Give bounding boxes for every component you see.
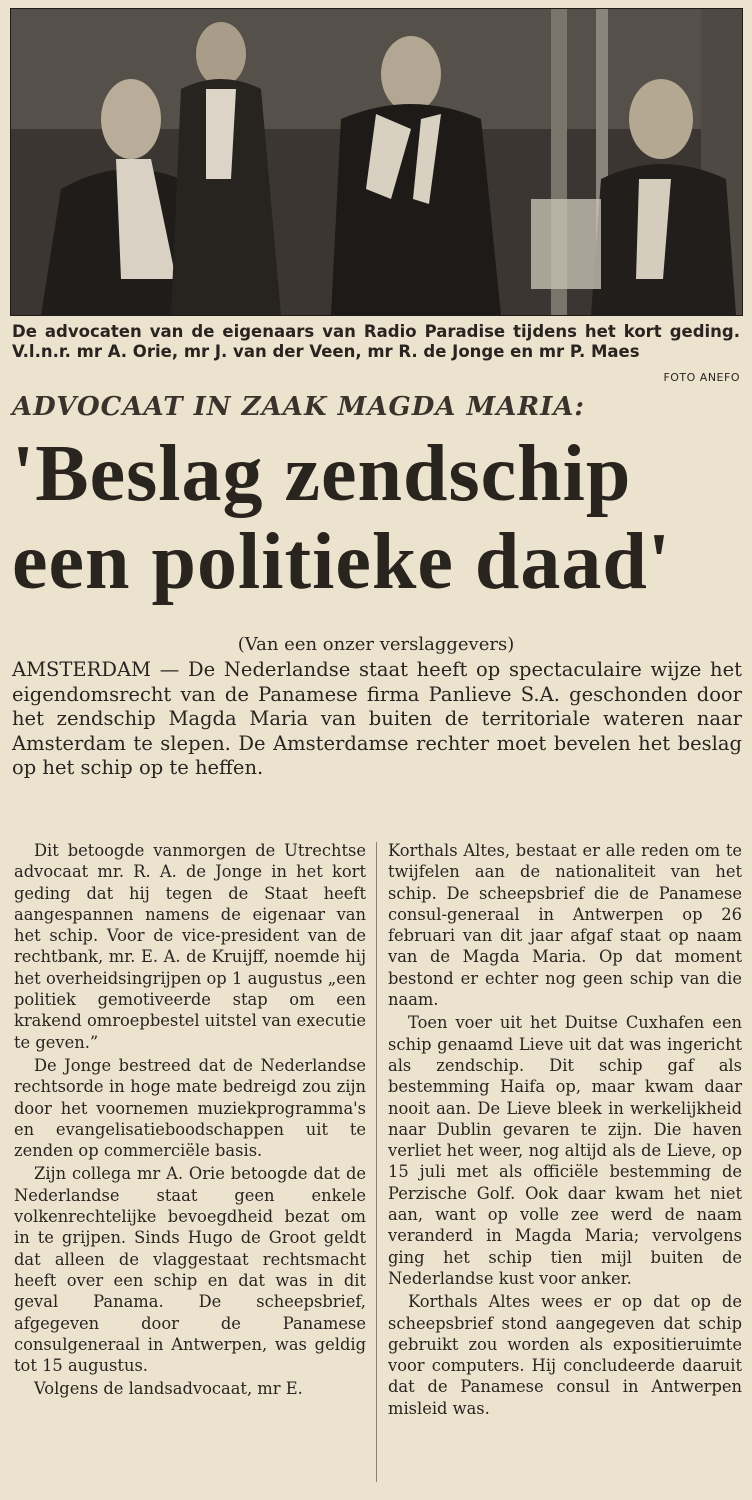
article-kicker: ADVOCAAT IN ZAAK MAGDA MARIA: <box>12 392 586 422</box>
photo-credit: FOTO ANEFO <box>663 371 740 384</box>
headline-line-2: een politieke daad' <box>12 518 672 606</box>
paragraph: Zijn collega mr A. Orie betoogde dat de Nederlandse staat geen enkele volkenrechtelijke bevoegdheid bezat om in te grijpen. Sinds Hugo de Groot geldt dat alleen de vlaggestaat rechtsmacht heeft over een schip en dat was in dit geval Panama. De scheepsbrief, afgegeven door de Panamese consulgeneraal in Antwerpen, was geldig tot 15 augustus. <box>14 1164 366 1376</box>
lawyers-photo-image <box>11 9 742 315</box>
paragraph: Korthals Altes, bestaat er alle reden om te twijfelen aan de nationaliteit van het schip. De scheepsbrief die de Panamese consul-generaal in Antwerpen op 26 februari van dit jaar afgaf staat op naam van de Magda Maria. Op dat moment bestond er echter nog geen schip van die naam. <box>388 841 742 1010</box>
column-divider <box>376 842 377 1482</box>
article-headline <box>12 430 740 606</box>
article-byline: (Van een onzer verslaggevers) <box>237 634 515 655</box>
article-column-left <box>14 840 366 1402</box>
photo-caption: De advocaten van de eigenaars van Radio Paradise tijdens het kort geding. V.l.n.r. mr A. Orie, mr J. van der Veen, mr R. de Jonge en mr P. Maes <box>12 322 740 361</box>
paragraph: Korthals Altes wees er op dat op de scheepsbrief stond aangegeven dat schip gebruikt zou worden als expositieruimte voor computers. Hij concludeerde daaruit dat de Panamese consul in Antwerpen misleid was. <box>388 1292 742 1418</box>
article-lead: AMSTERDAM — De Nederlandse staat heeft op spectaculaire wijze het eigendomsrecht van de Panamese firma Panlieve S.A. geschonden door het zendschip Magda Maria van buiten de territoriale wateren naar Amsterdam te slepen. De Amsterdamse rechter moet bevelen het beslag op het schip op te heffen. <box>12 658 742 779</box>
paragraph: Dit betoogde vanmorgen de Utrechtse advocaat mr. R. A. de Jonge in het kort geding dat hij tegen de Staat heeft aangespannen namens de eigenaar van het schip. Voor de vice-president van de rechtbank, mr. E. A. de Kruijff, noemde hij het overheidsingrijpen op 1 augustus „een politiek gemotiveerde stap om een krakend omroepbestel uitstel van executie te geven.” <box>14 841 366 1052</box>
news-photo <box>10 8 743 316</box>
paragraph: Toen voer uit het Duitse Cuxhafen een schip genaamd Lieve uit dat was ingericht als zendschip. Dit schip gaf als bestemming Haifa op, maar kwam daar nooit aan. De Lieve bleek in werkelijkheid naar Dublin gevaren te zijn. Die haven verliet het weer, nog altijd als de Lieve, op 15 juli met als officiële bestemming de Perzische Golf. Ook daar kwam het niet aan, want op volle zee werd de naam veranderd in Magda Maria; vervolgens ging het schip tien mijl buiten de Nederlandse kust voor anker. <box>388 1013 742 1288</box>
paragraph: Volgens de landsadvocaat, mr E. <box>34 1379 303 1399</box>
headline-line-1: 'Beslag zendschip <box>12 430 632 518</box>
paragraph: De Jonge bestreed dat de Nederlandse rechtsorde in hoge mate bedreigd zou zijn door het voornemen muziekprogramma's en evangelisatieboodschappen uit te zenden op commerciële basis. <box>14 1055 366 1161</box>
article-column-right <box>388 840 742 1421</box>
